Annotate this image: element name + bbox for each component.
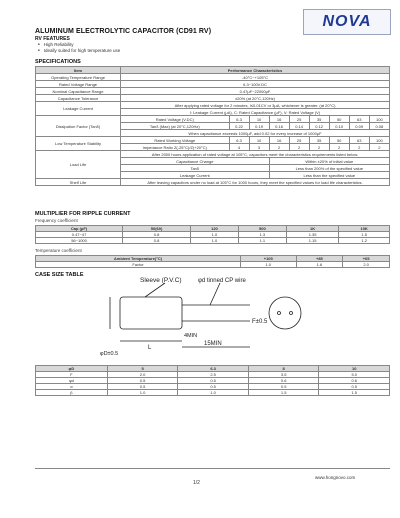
end-view [269, 297, 301, 329]
table-header: Cap (μF) 50(60) 120 500 1K 10K [36, 226, 390, 232]
case-heading: CASE SIZE TABLE [35, 272, 84, 278]
temp-label: Temperature coefficient [35, 248, 82, 253]
table-row: Shelf Life After leaving capacitors under no load at 105°C for 1000 hours, they meet the specified values for load life characteristics. [36, 179, 390, 186]
table-header: Ambient Temperature(°C) +105 +85 +65 [36, 256, 390, 262]
lead-dot [290, 312, 293, 315]
length-label: L [148, 345, 152, 351]
table-row: I: Leakage Current (μA), C: Rated Capacitance (μF), V: Rated Voltage (V) [36, 109, 390, 116]
table-row: Capacitance Change Within ±20% of initial value [36, 158, 390, 165]
feature-item: • Ideally suited for high temperature use [38, 48, 121, 54]
col-item: Item [36, 67, 121, 74]
page-title: ALUMINUM ELECTROLYTIC CAPACITOR (CD91 RV) [35, 28, 212, 35]
freq-label: Frequency coefficient [35, 218, 78, 223]
ripple-heading: MULTIPLIER FOR RIPPLE CURRENT [35, 211, 131, 217]
table-row: Tanδ Less than 200% of the specified value [36, 165, 390, 172]
brand-text: NOVA [322, 13, 372, 30]
table-row: Load Life After 2000 hours application of rated voltage at 105°C, capacitors meet the characteristics requirements listed below. [36, 151, 390, 158]
case-table [35, 365, 390, 396]
spec-heading: SPECIFICATIONS [35, 59, 81, 65]
spec-table [35, 66, 390, 186]
lead-dot [278, 312, 281, 315]
table-row: Rated Voltage Range 6.3~100V.DC [36, 81, 390, 88]
table-row: F 2.0 2.5 3.5 5.0 [36, 372, 390, 378]
wire-label: φd tinned CP wire [198, 278, 246, 284]
diameter-label: φD±0.5 [100, 351, 119, 357]
footer-divider [35, 468, 390, 469]
wire-leader [210, 283, 220, 305]
sleeve-leader [145, 283, 165, 297]
table-row: Low Temperature Stability Rated Working Voltage 6.3 10 16 25 35 50 63 100 [36, 137, 390, 144]
capacitor-body [120, 297, 182, 329]
lead-length-label: 15MIN [204, 341, 222, 347]
table-row: Leakage Current After applying rated voltage for 2 minutes, I≤0.01CV or 3μA, whichever is greater. (at 20°C) [36, 102, 390, 109]
f-label: F±0.5 [252, 319, 268, 325]
footer-url[interactable]: www.hongnovo.com [315, 475, 356, 480]
table-header [36, 67, 390, 74]
features-heading: RV FEATURES [35, 36, 70, 42]
feature-item: • High Reliability [38, 42, 74, 48]
table-row: When capacitance exceeds 1000μF, add 0.02 for every increase of 1000μF [36, 130, 390, 137]
table-row: Leakage Current Less than the specified value [36, 172, 390, 179]
table-row: Impedance Ratio Z(-25°C)/Z(+20°C) 4 3 2 2 2 2 2 2 [36, 144, 390, 151]
brand-logo [303, 9, 391, 35]
page-number: 1/2 [193, 480, 200, 486]
table-row: α 0.5 0.5 0.5 0.5 [36, 384, 390, 390]
bullet-icon: • [38, 48, 40, 54]
freq-table [35, 225, 390, 244]
sleeve-label: Sleeve (P.V.C) [140, 277, 182, 284]
table-row: Nominal Capacitance Range 0.47μF~22000μF [36, 88, 390, 95]
table-row: Dissipation Factor (Tanδ) Rated Voltage (V.DC) 6.3 10 16 25 35 50 63 100 [36, 116, 390, 123]
temp-table [35, 255, 390, 268]
table-row: Capacitance Tolerance ±20% (at 20°C,120Hz) [36, 95, 390, 102]
bullet-icon: • [38, 42, 40, 48]
table-row: 56~1000 0.8 1.0 1.1 1.15 1.2 [36, 238, 390, 244]
min-label: 4MIN [184, 333, 198, 339]
table-row: φd 0.5 0.5 0.6 0.6 [36, 378, 390, 384]
col-perf: Performance Characteristics [121, 67, 390, 74]
table-header: φD 5 6.3 8 10 [36, 366, 390, 372]
table-row: β 1.0 1.0 1.5 1.5 [36, 390, 390, 396]
table-row: Operating Temperature Range -40°C~+105°C [36, 74, 390, 81]
capacitor-diagram [100, 275, 320, 357]
table-row: Tanδ (Max) (at 20°C,120Hz) 0.22 0.19 0.16 0.14 0.12 0.10 0.09 0.08 [36, 123, 390, 130]
table-row: 0.47~47 0.8 1.0 1.3 1.35 1.5 [36, 232, 390, 238]
table-row: Factor 1.0 1.6 2.0 [36, 262, 390, 268]
